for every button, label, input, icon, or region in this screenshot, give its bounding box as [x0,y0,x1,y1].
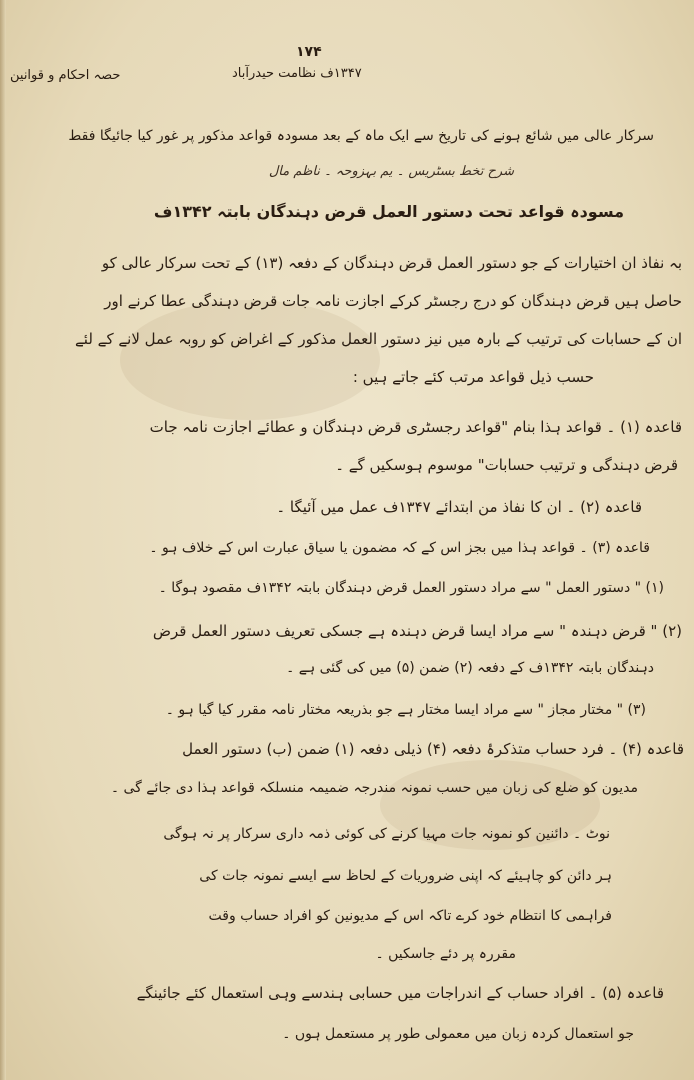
note-line: نوٹ ۔ دائنین کو نمونہ جات مہیا کرنے کی کوئی ذمہ داری سرکار پر نہ ہوگی [163,826,610,842]
rule-4-line: مدیون کو ضلع کی زبان میں حسب نمونہ مندرجہ ضمیمہ منسلکہ قواعد ہذا دی جائے گی ۔ [110,780,638,796]
rule-4-line: قاعدہ (۴) ۔ فرد حساب متذکرۂ دفعہ (۴) ذیلی دفعہ (۱) ضمن (ب) دستور العمل [182,740,684,758]
definition-1: (۱) " دستور العمل " سے مراد دستور العمل قرض دہندگان بابتہ ۱۳۴۲ف مقصود ہوگا ۔ [158,580,664,596]
preamble-line: ان کے حسابات کی ترتیب کے بارہ میں نیز دستور العمل مذکور کے اغراض کو روبہ عمل لانے کے لئے [75,330,682,348]
preamble-line: حاصل ہیں قرض دہندگان کو درج رجسٹر کرکے اجازت نامہ جات قرض دہندگی عطا کرنے اور [104,292,682,310]
rule-1-line: قرض دہندگی و ترتیب حسابات" موسوم ہوسکیں گے ۔ [335,456,678,474]
header-center: ۱۳۴۷ف نظامت حیدرآباد [232,66,362,81]
preamble-line: بہ نفاذ ان اختیارات کے جو دستور العمل قرض دہندگان کے دفعہ (۱۳) کے تحت سرکار عالی کو [101,254,682,272]
preamble-line: حسب ذیل قواعد مرتب کئے جاتے ہیں : [352,368,594,386]
intro-line: سرکار عالی میں شائع ہونے کی تاریخ سے ایک ماہ کے بعد مسودہ قواعد مذکور پر غور کیا جائیگا فقط [68,128,654,144]
rule-5-line: قاعدہ (۵) ۔ افراد حساب کے اندراجات میں حسابی ہندسے وہی استعمال کئے جائینگے [136,984,664,1002]
definition-2-line: دہندگان بابتہ ۱۳۴۲ف کے دفعہ (۲) ضمن (۵) میں کی گئی ہے ۔ [286,660,654,676]
rule-3: قاعدہ (۳) ۔ قواعد ہذا میں بجز اس کے کہ مضمون یا سیاق عبارت اس کے خلاف ہو ۔ [149,540,650,556]
header-right-section: حصہ احکام و قوانین [10,68,121,83]
definition-3: (۳) " مختار مجاز " سے مراد ایسا مختار ہے جو بذریعہ مختار نامہ مقرر کیا گیا ہو ۔ [165,702,646,718]
page-number: ۱۷۴ [296,44,322,60]
paper-stain [120,300,380,420]
rule-5-line: جو استعمال کردہ زبان میں معمولی طور پر مستعمل ہوں ۔ [282,1026,634,1042]
definition-2-line: (۲) " قرض دہندہ " سے مراد ایسا قرض دہندہ ہے جسکی تعریف دستور العمل قرض [152,622,682,640]
page-spine-shadow [0,0,6,1080]
document-title: مسودہ قواعد تحت دستور العمل قرض دہندگان بابتہ ۱۳۴۲ف [153,202,624,221]
note-line: مقررہ پر دئے جاسکیں ۔ [375,946,516,962]
note-line: فراہمی کا انتظام خود کرے تاکہ اس کے مدیونین کو افراد حساب وقت [208,908,612,924]
rule-1-line: قاعدہ (۱) ۔ قواعد ہذا بنام "قواعد رجسٹری قرض دہندگان و عطائے اجازت نامہ جات [149,418,682,436]
note-line: ہر دائن کو چاہیئے کہ اپنی ضروریات کے لحاظ سے ایسے نمونہ جات کی [199,868,612,884]
handwritten-note: شرح تخط بسٹریس ۔ یم بہزوحہ ۔ ناظم مال [268,164,514,179]
rule-2: قاعدہ (۲) ۔ ان کا نفاذ من ابتدائے ۱۳۴۷ف عمل میں آئیگا ۔ [276,498,642,516]
